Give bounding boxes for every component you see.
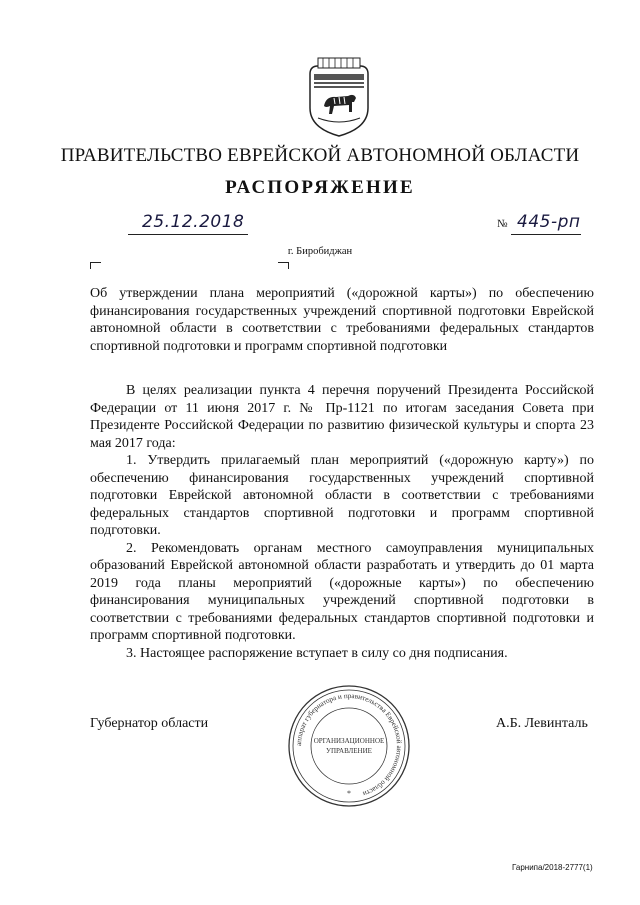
clause-1-paragraph: 1. Утвердить прилагаемый план мероприятий («дорожную карту») по обеспечению финансирования государственных учреждений спортивной подготовки Еврейской автономной области в соответствии с требованиями федеральных стандартов спортивной подготовки и программ спортивной подготовки. [90,453,594,538]
document-date: 25.12.2018 [142,212,245,232]
stamp-center-line2: УПРАВЛЕНИЕ [326,747,372,755]
subject-bracket-right [278,262,289,269]
number-line [511,214,581,235]
preamble-paragraph: В целях реализации пункта 4 перечня поручений Президента Российской Федерации от 11 июня 2017 г. № Пр-1121 по итогам заседания Совета при Президенте Российской Федерации по развитию физической культуры и спорта 23 мая 2017 года: [90,383,594,451]
subject-text: Об утверждении плана мероприятий («дорожной карты») по обеспечению финансирования государственных учреждений спортивной подготовки Еврейской автономной области в соответствии с требованиями федеральных стандартов спортивной подготовки и программ спортивной подготовки [90,286,594,354]
stamp-ring-text: аппарат губернатора и правительства Еврейской автономной области [294,691,404,798]
city-label: г. Биробиджан [287,246,353,257]
coat-of-arms-emblem [304,56,374,140]
stamp-star-icon: * [347,789,351,798]
document-number: 445-рп [517,212,581,232]
date-field [128,214,248,235]
signatory-title: Губернатор области [90,716,209,731]
number-prefix: № [497,218,508,230]
subject-bracket-left [90,262,101,269]
footer-reference: Гарнипа/2018-2777(1) [512,863,593,872]
stamp-center-line1: ОРГАНИЗАЦИОННОЕ [313,737,385,745]
subject-block [90,285,594,355]
main-body [90,382,594,662]
signatory-name: А.Б. Левинталь [496,716,588,731]
official-stamp [286,683,412,809]
document-type-heading: РАСПОРЯЖЕНИЕ [225,177,415,198]
clause-2-paragraph: 2. Рекомендовать органам местного самоуправления муниципальных образований Еврейской автономной области разработать и утвердить до 01 марта 2019 года планы мероприятий («дорожные карты») по обеспечению финансирования муниципальных учреждений спортивной подготовки в соответствии с требованиями федеральных стандартов спортивной подготовки и программ спортивной подготовки. [90,540,594,643]
government-title: ПРАВИТЕЛЬСТВО ЕВРЕЙСКОЙ АВТОНОМНОЙ ОБЛАСТИ [60,145,580,166]
clause-3-paragraph: 3. Настоящее распоряжение вступает в силу со дня подписания. [126,645,508,661]
